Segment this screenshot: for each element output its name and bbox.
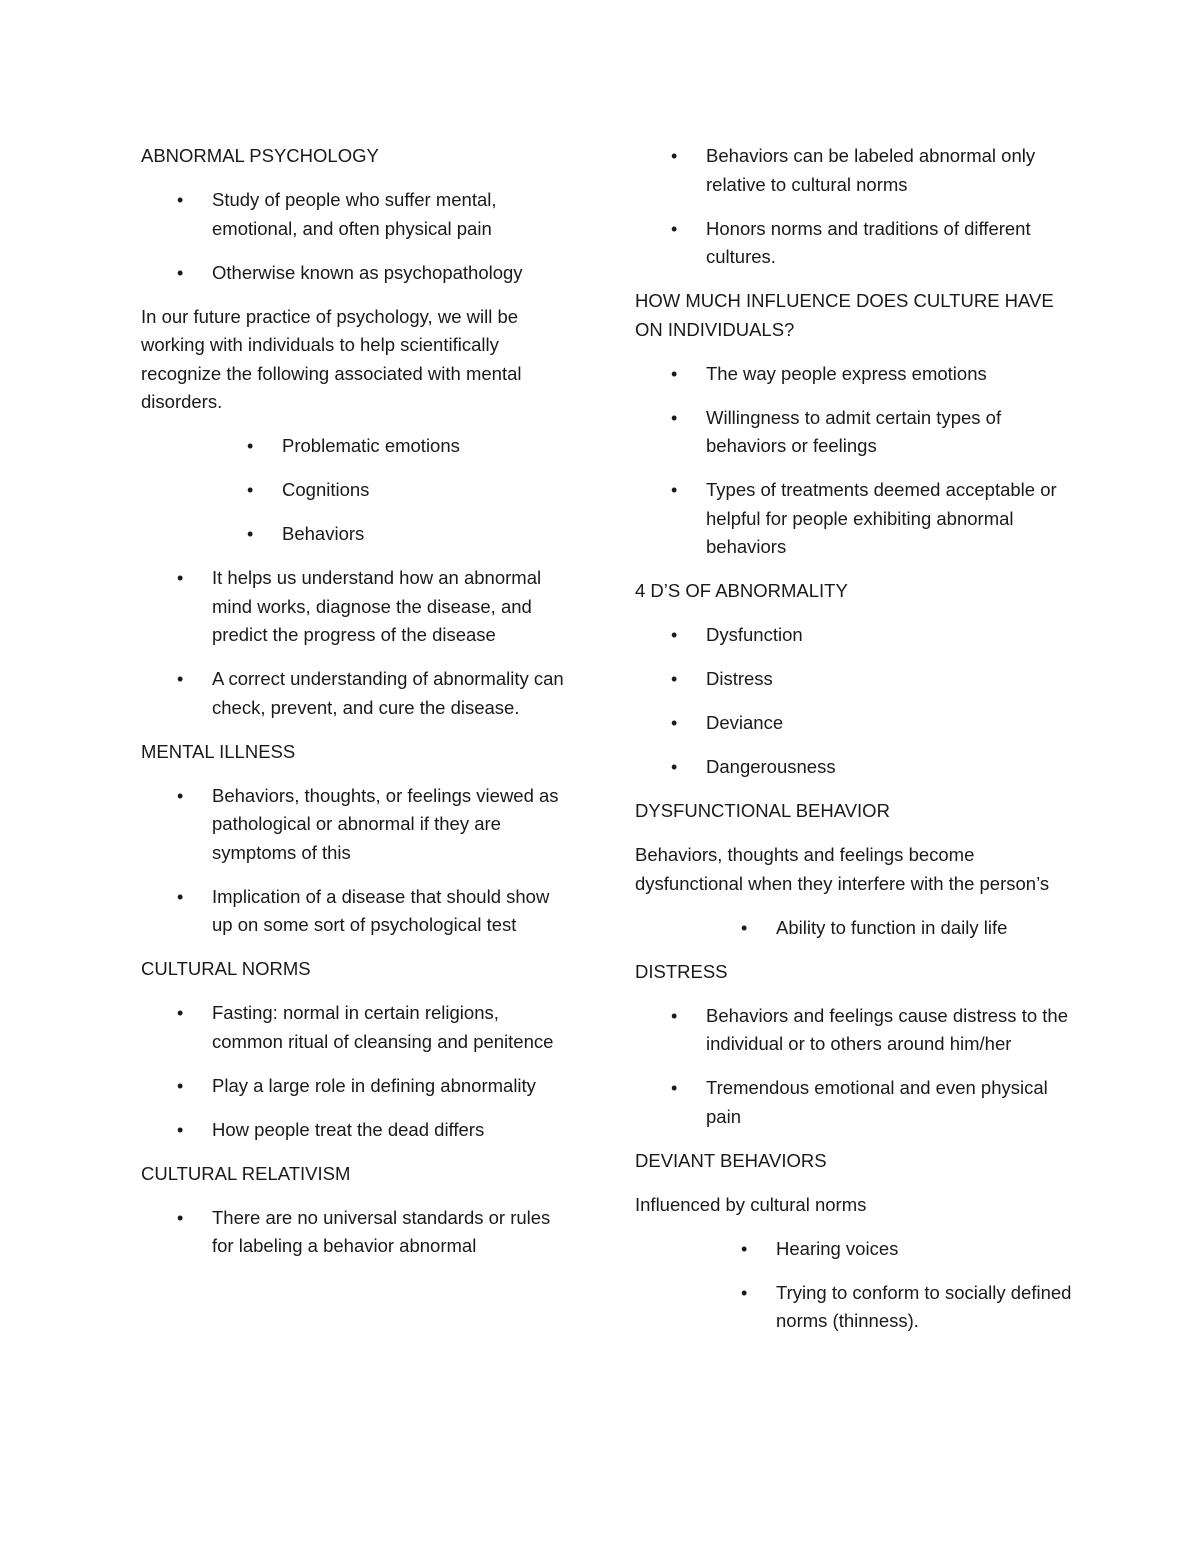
list-item: • Implication of a disease that should show up on some sort of psychological test (141, 883, 571, 940)
list-item: • The way people express emotions (635, 360, 1075, 389)
list-item: • Play a large role in defining abnormality (141, 1072, 571, 1101)
list-item: • Study of people who suffer mental, emotional, and often physical pain (141, 186, 571, 243)
list-item: • Behaviors and feelings cause distress to the individual or to others around him/her (635, 1002, 1075, 1059)
list-item: • Honors norms and traditions of different cultures. (635, 215, 1075, 272)
list-item: • Deviance (635, 709, 1075, 738)
section-heading-cultural-norms: CULTURAL NORMS (141, 958, 311, 979)
list-item: • Problematic emotions (141, 432, 571, 461)
mental-illness-list (141, 782, 571, 940)
list-item: • Behaviors can be labeled abnormal only relative to cultural norms (635, 142, 1075, 199)
four-ds-list (635, 621, 1075, 782)
list-item: • It helps us understand how an abnormal mind works, diagnose the disease, and predict the progress of the disease (141, 564, 571, 650)
section-heading-cultural-relativism: CULTURAL RELATIVISM (141, 1162, 351, 1184)
list-item: • Hearing voices (635, 1235, 1075, 1264)
deviant-list (635, 1235, 1075, 1336)
culture-influence-list (635, 360, 1075, 562)
relativism-continued-list (635, 142, 1075, 272)
paragraph-dysfunctional: Behaviors, thoughts and feelings become dysfunctional when they interfere with the person’s (635, 844, 1050, 894)
list-item: • Types of treatments deemed acceptable or helpful for people exhibiting abnormal behaviors (635, 476, 1075, 562)
list-item: • Dangerousness (635, 753, 1075, 782)
list-item: • There are no universal standards or rules for labeling a behavior abnormal (141, 1204, 571, 1261)
list-item: • Willingness to admit certain types of behaviors or feelings (635, 404, 1075, 461)
list-item: • Otherwise known as psychopathology (141, 259, 571, 288)
cultural-relativism-list (141, 1204, 571, 1261)
dysfunctional-list (635, 914, 1075, 943)
list-item: • Cognitions (141, 476, 571, 505)
section-heading-culture-influence: HOW MUCH INFLUENCE DOES CULTURE HAVE ON INDIVIDUALS? (635, 290, 1054, 340)
list-item: • Behaviors (141, 520, 571, 549)
section-heading-four-ds: 4 D’S OF ABNORMALITY (635, 580, 848, 601)
list-item: • Tremendous emotional and even physical pain (635, 1074, 1075, 1131)
list-item: • Dysfunction (635, 621, 1075, 650)
list-item: • Distress (635, 665, 1075, 694)
distress-list (635, 1002, 1075, 1132)
paragraph-deviant: Influenced by cultural norms (635, 1193, 867, 1215)
paragraph-future-practice: In our future practice of psychology, we will be working with individuals to help scientifically recognize the following associated with mental disorders. (141, 305, 522, 412)
list-item: • Ability to function in daily life (635, 914, 1075, 943)
list-item: • Trying to conform to socially defined norms (thinness). (635, 1279, 1075, 1336)
section-heading-distress: DISTRESS (635, 960, 728, 982)
more-bullet-list (141, 564, 571, 722)
right-column (635, 142, 1075, 1351)
list-item: • Behaviors, thoughts, or feelings viewed as pathological or abnormal if they are symptoms of this (141, 782, 571, 868)
cultural-norms-list (141, 999, 571, 1144)
list-item: • How people treat the dead differs (141, 1116, 571, 1145)
section-heading-mental-illness: MENTAL ILLNESS (141, 740, 296, 762)
intro-bullet-list (141, 186, 571, 287)
section-heading-dysfunctional-behavior: DYSFUNCTIONAL BEHAVIOR (635, 800, 890, 821)
sub-bullet-list (141, 432, 571, 549)
left-column (141, 142, 571, 1276)
list-item: • A correct understanding of abnormality can check, prevent, and cure the disease. (141, 665, 571, 722)
list-item: • Fasting: normal in certain religions, common ritual of cleansing and penitence (141, 999, 571, 1056)
section-heading-deviant-behaviors: DEVIANT BEHAVIORS (635, 1149, 827, 1171)
section-heading-abnormal-psychology: ABNORMAL PSYCHOLOGY (141, 145, 379, 166)
